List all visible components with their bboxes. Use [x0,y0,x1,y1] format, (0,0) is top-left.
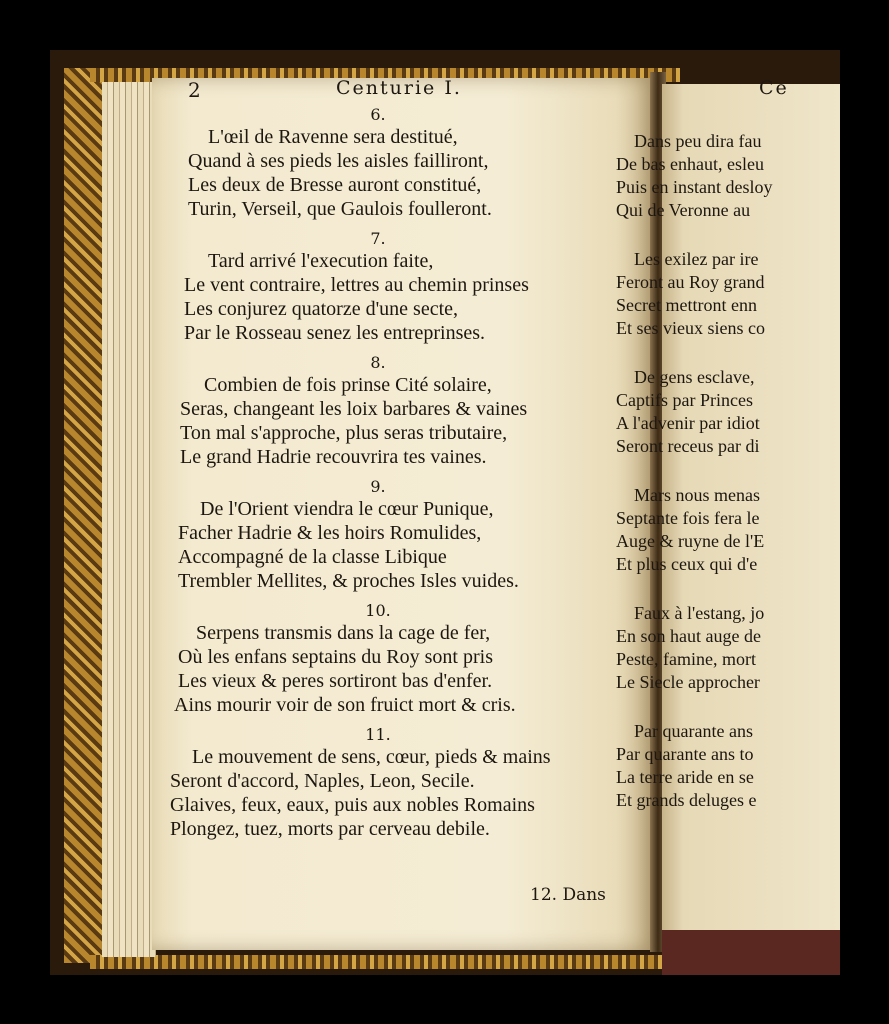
verse-line: Le vent contraire, lettres au chemin prinses [184,274,529,296]
verse-line: La terre aride en se [616,767,754,787]
verse-line: Et ses vieux siens co [616,318,765,338]
verse-line: Les deux de Bresse auront constitué, [188,174,482,196]
verse-line: De bas enhaut, esleu [616,154,764,174]
verse-line: Facher Hadrie & les hoirs Romulides, [178,522,482,544]
quatrain-number: 7. [370,229,386,248]
quatrain-number: 9. [370,477,386,496]
verse-line: Secret mettront enn [616,295,757,315]
verse-line: Et plus ceux qui d'e [616,554,758,574]
verse-line: Captifs par Princes [616,390,753,410]
verse-line: A l'advenir par idiot [616,413,760,433]
verse-line: Feront au Roy grand [616,272,765,292]
verse-line: Les conjurez quatorze d'une secte, [184,298,459,320]
page-edges [102,82,156,957]
verse-line: Le Siecle approcher [616,672,760,692]
left-page-text [170,105,618,841]
quatrain-number: 6. [370,105,386,124]
verse-line: Peste, famine, mort [616,649,756,669]
verse-line: Faux à l'estang, jo [634,603,765,623]
verse-line: Septante fois fera le [616,508,760,528]
verse-line: Trembler Mellites, & proches Isles vuides. [178,570,519,592]
right-page-text [612,130,790,812]
verse-line: Tard arrivé l'execution faite, [208,250,434,272]
verse-line: Puis en instant desloy [616,177,773,197]
verse-line: Dans peu dira fau [634,131,762,151]
page-number: 2 [188,78,201,102]
verse-line: L'œil de Ravenne sera destitué, [208,126,458,148]
running-head: Centurie I. [336,77,462,99]
verse-line: Quand à ses pieds les aisles failliront, [188,150,489,172]
verse-line: Turin, Verseil, que Gaulois foulleront. [188,198,492,220]
verse-line: Seront receus par di [616,436,760,456]
verse-line: Mars nous menas [634,485,760,505]
verse-line: Combien de fois prinse Cité solaire, [204,374,492,396]
verse-line: Plongez, tuez, morts par cerveau debile. [170,818,490,840]
verse-line: Auge & ruyne de l'E [616,531,765,551]
verse-line: Qui de Veronne au [616,200,751,220]
quatrain-number: 10. [365,601,391,620]
verse-line: Seront d'accord, Naples, Leon, Secile. [170,770,475,792]
catchword: 12. Dans [530,885,606,905]
verse-line: Serpens transmis dans la cage de fer, [196,622,491,644]
verse-line: De gens esclave, [634,367,755,387]
verse-line: Et grands deluges e [616,790,757,810]
verse-line: Le grand Hadrie recouvrira tes vaines. [180,446,487,468]
gilt-cover-border-left [64,68,106,963]
ribbon-bookmark [662,930,840,975]
quatrain-number: 8. [370,353,386,372]
verse-line: Où les enfans septains du Roy sont pris [178,646,493,668]
gilt-cover-border-bottom [90,955,680,969]
verse-line: En son haut auge de [616,626,761,646]
verse-line: Ains mourir voir de son fruict mort & cris. [174,694,516,716]
verse-line: Les vieux & peres sortiront bas d'enfer. [178,670,493,692]
verse-line: Ton mal s'approche, plus seras tributaire, [180,422,508,444]
verse-line: De l'Orient viendra le cœur Punique, [200,498,494,520]
verse-line: Par quarante ans [634,721,753,741]
verse-line: Seras, changeant les loix barbares & vaines [180,398,528,420]
right-running-head: Ce [759,77,789,99]
verse-line: Par le Rosseau senez les entreprinses. [184,322,486,344]
verse-line: Les exilez par ire [634,249,759,269]
quatrain-number: 11. [365,725,391,744]
verse-line: Par quarante ans to [616,744,754,764]
verse-line: Accompagné de la classe Libique [178,546,447,568]
verse-line: Glaives, feux, eaux, puis aux nobles Romains [170,794,535,816]
verse-line: Le mouvement de sens, cœur, pieds & mains [192,746,551,768]
